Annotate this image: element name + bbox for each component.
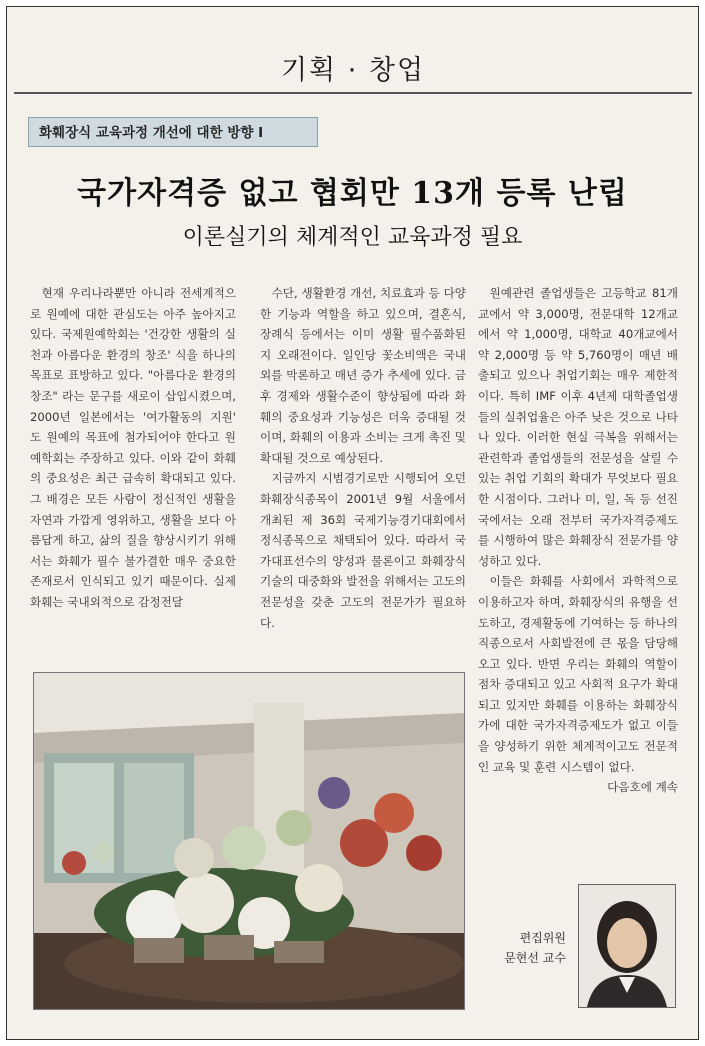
- editor-role: 편집위원: [519, 931, 566, 945]
- subheadline: 이론실기의 체계적인 교육과정 필요: [182, 225, 523, 250]
- article-paragraph: 지금까지 시범경기로만 시행되어 오던 화훼장식종목이 2001년 9월 서울에서 개최된 제 36회 국제기능경기대회에서 정식종목으로 채택되어 있다. 따라서 국가대표선수의 양성과 물론이고 화훼장식기술의 대중화와 발전을 위해서는 고도의 전문성을 갖춘 고도의 전문가가 필요하다.: [260, 471, 466, 630]
- editor-portrait: [578, 884, 676, 1008]
- flower-shop-illustration: [34, 673, 464, 1009]
- section-header: [14, 44, 692, 94]
- article-column-1: [30, 283, 236, 613]
- headline: 국가자격증 없고 협회만 13개 등록 난립: [77, 176, 628, 211]
- article-paragraph: 현재 우리나라뿐만 아니라 전세계적으로 원예에 대한 관심도는 아주 높아지고 있다. 국제원예학회는 '건강한 생활의 실천과 아름다운 환경의 창조' 식을 하나의 목표로 표방하고 있다. "아름다운 환경의 창조" 라는 문구를 새로이 삽입시켰으며, 2000년 일본에서는 '여가활동의 지원' 도 원예의 목표에 첨가되어야 한다고 원예학회는 주장하고 있다. 이와 같이 화훼의 중요성은 최근 급속히 확대되고 있다. 그 배경은 모든 사람이 정신적인 생활을 자연과 가깝게 영위하고, 생활을 보다 아름답게 하고, 삶의 질을 향상시키기 위해서는 화훼가 필수 불가결한 매우 중요한 존재로서 인식되고 있기 때문이다. 실제 화훼는 국내외적으로 감정전달: [30, 286, 236, 609]
- section-title: 기획 · 창업: [280, 55, 426, 86]
- article-column-3: [478, 283, 678, 798]
- article-paragraph: 원예관련 졸업생들은 고등학교 81개교에서 약 3,000명, 전문대학 12개교에서 약 1,000명, 대학교 40개교에서 약 2,000명 등 약 5,760명이 매년 배출되고 있으나 취업기회는 매우 제한적이다. 특히 IMF 이후 4년제 대학졸업생들의 실취업율은 아주 낮은 것으로 나타나 있다. 이러한 현실 극복을 위해서는 관련학과 졸업생들의 전문성을 살릴 수 있는 취업 기회의 확대가 무엇보다 필요한 시점이다. 그러나 미, 일, 독 등 선진국에서는 오래 전부터 국가자격증제도를 시행하여 많은 화훼장식 전문가를 양성하고 있다.: [478, 286, 678, 568]
- editor-portrait-illustration: [579, 885, 675, 1007]
- series-tag: 화훼장식 교육과정 개선에 대한 방향 I: [28, 117, 318, 147]
- continued-note: 다음호에 계속: [607, 780, 678, 795]
- editor-label: [484, 928, 566, 968]
- editor-name: 문현선 교수: [504, 951, 566, 965]
- article-column-2: [260, 283, 466, 633]
- article-paragraph: 이들은 화훼를 사회에서 과학적으로 이용하고자 하며, 화훼장식의 유행을 선도하고, 경제활동에 기여하는 등 하나의 직종으로서 사회발전에 큰 몫을 담당해오고 있다. 반면 우리는 화훼의 역할이 점차 증대되고 있고 사회적 요구가 확대되고 있지만 화훼를 이용하는 화훼장식가에 대한 국가자격증제도가 없고 이들을 양성하기 위한 체계적이고도 전문적인 교육 및 훈련 시스템이 없다.: [478, 574, 678, 774]
- flower-shop-photo: [33, 672, 465, 1010]
- article-paragraph: 수단, 생활환경 개선, 치료효과 등 다양한 기능과 역할을 하고 있으며, 결혼식, 장례식 등에서는 이미 생활 필수품화된 지 오래전이다. 일인당 꽃소비액은 국내외를 막론하고 매년 증가 추세에 있다. 금후 경제와 생활수준이 향상됨에 따라 화훼의 중요성과 기능성은 더욱 증대될 것이며, 화훼의 이용과 소비는 크게 촉진 및 확대될 것으로 예상된다.: [260, 286, 466, 465]
